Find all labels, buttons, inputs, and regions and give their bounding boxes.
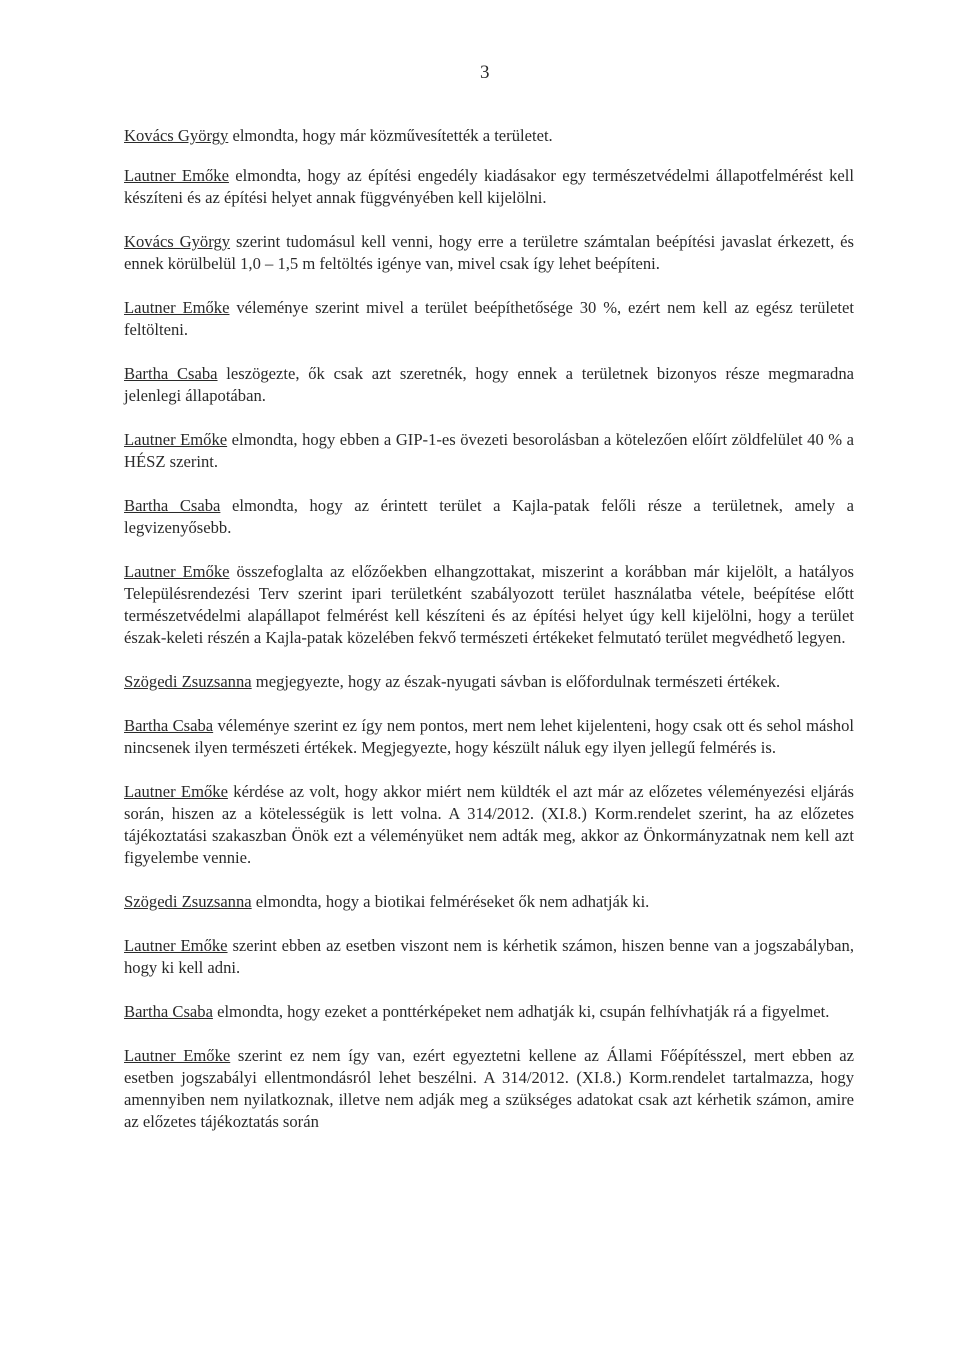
paragraph (124, 165, 854, 209)
paragraph-text: szerint ebben az esetben viszont nem is kérhetik számon, hiszen benne van a jogszabályban, hogy ki kell adni. (124, 936, 854, 977)
paragraph-text: elmondta, hogy az érintett terület a Kajla-patak felőli része a területnek, amely a legvizenyősebb. (124, 496, 854, 537)
speaker-name: Bartha Csaba (124, 1002, 213, 1021)
speaker-name: Bartha Csaba (124, 716, 214, 735)
paragraph (124, 495, 854, 539)
speaker-name: Bartha Csaba (124, 496, 221, 515)
paragraph (124, 715, 854, 759)
paragraph (124, 1045, 854, 1133)
paragraph (124, 891, 854, 913)
paragraph (124, 363, 854, 407)
paragraph-text: véleménye szerint mivel a terület beépíthetősége 30 %, ezért nem kell az egész területet feltölteni. (124, 298, 854, 339)
paragraph-text: elmondta, hogy az építési engedély kiadásakor egy természetvédelmi állapotfelmérést kell készíteni és az építési helyet annak függvényében kell kijelölni. (124, 166, 855, 207)
speaker-name: Lautner Emőke (124, 1046, 231, 1065)
paragraph (124, 231, 854, 275)
paragraph-text: kérdése az volt, hogy akkor miért nem küldték el azt már az előzetes véleményezési eljárás során, hiszen az a kötelességük is lett volna. A 314/2012. (XI.8.) Korm.rendelet szerint, ha az előzetes tájékoztatási szakaszban Önök ezt a véleményüket nem adták meg, akkor az Önkormányzatnak nem kell azt figyelembe vennie. (124, 782, 855, 867)
paragraph-text: összefoglalta az előzőekben elhangzottakat, miszerint a korábban már kijelölt, a hatályos Településrendezési Terv szerint ipari területként szabályozott terület használatba vétele, beépítése előtt természetvédelmi alapállapot felmérést kell készíteni és az építési helyet úgy kell kijelölni, hogy a terület észak-keleti részén a Kajla-patak közelében fekvő természeti értékeket felmutató terület megvédhető legyen. (124, 562, 854, 647)
paragraph-text: elmondta, hogy a biotikai felméréseket ők nem adhatják ki. (251, 892, 650, 911)
page-number: 3 (480, 62, 490, 83)
paragraph-text: véleménye szerint ez így nem pontos, mert nem lehet kijelenteni, hogy csak ott és sehol máshol nincsenek ilyen természeti értékek. Megjegyezte, hogy készült náluk egy ilyen jellegű felmérés is. (124, 716, 855, 757)
speaker-name: Lautner Emőke (124, 562, 230, 581)
paragraph (124, 935, 854, 979)
paragraph (124, 781, 854, 869)
speaker-name: Bartha Csaba (124, 364, 218, 383)
speaker-name: Lautner Emőke (124, 166, 229, 185)
paragraph (124, 125, 854, 147)
paragraph-text: elmondta, hogy ebben a GIP-1-es övezeti besorolásban a kötelezően előírt zöldfelület 40 % a HÉSZ szerint. (124, 430, 854, 471)
speaker-name: Lautner Emőke (124, 936, 228, 955)
paragraph (124, 561, 854, 649)
paragraph-text: leszögezte, ők csak azt szeretnék, hogy ennek a területnek bizonyos része megmaradna jelenlegi állapotában. (124, 364, 855, 405)
speaker-name: Szögedi Zsuzsanna (124, 892, 252, 911)
paragraph (124, 1001, 854, 1023)
paragraph-text: megjegyezte, hogy az észak-nyugati sávban is előfordulnak természeti értékek. (251, 672, 781, 691)
speaker-name: Lautner Emőke (124, 430, 228, 449)
paragraph (124, 429, 854, 473)
speaker-name: Lautner Emőke (124, 298, 230, 317)
speaker-name: Lautner Emőke (124, 782, 228, 801)
paragraph-text: szerint ez nem így van, ezért egyeztetni kellene az Állami Főépítésszel, mert ebben az esetben jogszabályi ellentmondásról lehet beszélni. A 314/2012. (XI.8.) Korm.rendelet tartalmazza, hogy amennyiben nem nyilatkoznak, illetve nem adják meg a szükséges adatokat csak azt kérhetik számon, amire az előzetes tájékoztatás során (124, 1046, 854, 1131)
paragraph-text: elmondta, hogy már közművesítették a területet. (228, 126, 553, 145)
paragraph (124, 297, 854, 341)
speaker-name: Szögedi Zsuzsanna (124, 672, 252, 691)
speaker-name: Kovács György (124, 232, 231, 251)
paragraph-text: szerint tudomásul kell venni, hogy erre a területre számtalan beépítési javaslat érkezett, és ennek körülbelül 1,0 – 1,5 m feltöltés igénye van, mivel csak így lehet beépíteni. (124, 232, 855, 273)
document-body (124, 125, 854, 1155)
paragraph (124, 671, 854, 693)
speaker-name: Kovács György (124, 126, 229, 145)
paragraph-text: elmondta, hogy ezeket a ponttérképeket nem adhatják ki, csupán felhívhatják rá a figyelmet. (212, 1002, 830, 1021)
